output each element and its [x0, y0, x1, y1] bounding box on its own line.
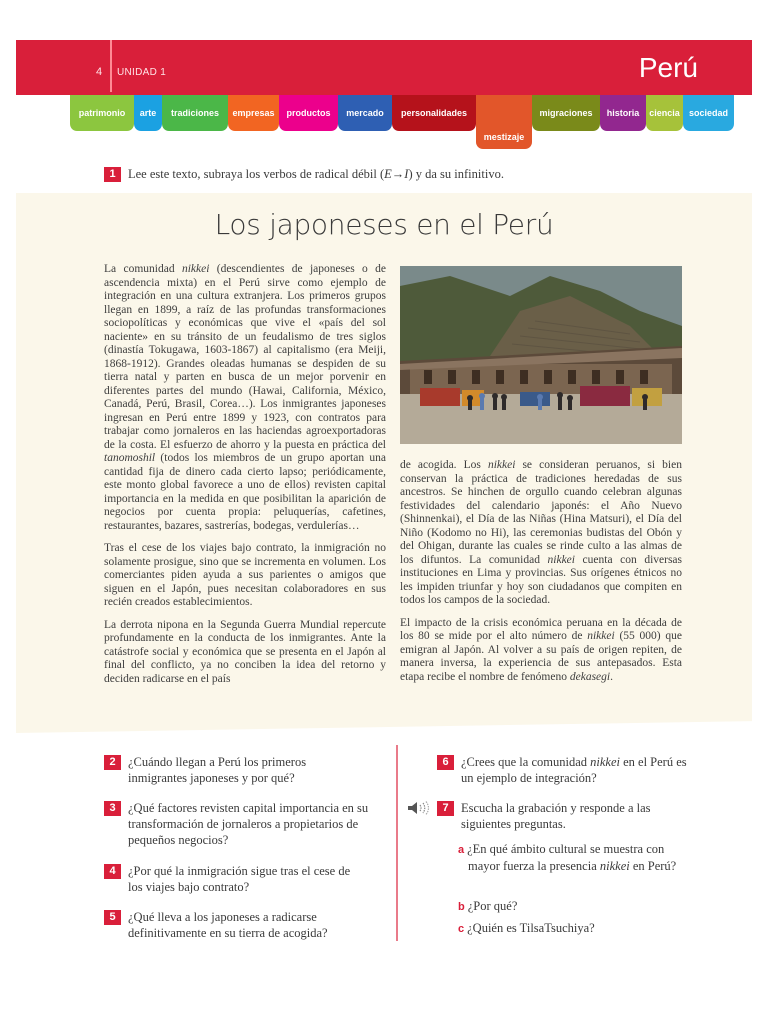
- paragraph: de acogida. Los nikkei se consideran peruanos, si bien conservan la práctica de tradiciones heredadas de sus ancestros. Se hinchen de orgullo cuando celebran algunas festividades del calendario japonés: el Año Nuevo (Shinnenkai), el Día de las Niñas (Hina Matsuri), el Día del Niño (Kodomo no Hi), las ceremonias budistas del Obón y del Ohigan, durante las cuales se rinde culto a las almas de los difuntos. La comunidad nikkei cuenta con diversas instituciones en Lima y provincias. Sus orígenes étnicos no les impiden triunfar y hoy son ciudadanos que compiten en todos los campos de la sociedad.: [400, 459, 683, 606]
- question-2: [104, 754, 364, 786]
- question-text: ¿Qué factores revisten capital importancia en su transformación de jornaleros a propietarios de pequeños negocios?: [128, 801, 369, 847]
- column-divider: [396, 745, 398, 941]
- article-right-column: [400, 459, 682, 693]
- exercise-1: [104, 166, 504, 182]
- paragraph: Tras el cese de los viajes bajo contrato, la inmigración no solamente prosigue, sino que se incrementa en volumen. Los comerciantes piden ayuda a sus parientes o amigos que siguen en el Japón, pues necesitan colaboradores en sus recién creados establecimientos.: [104, 542, 386, 608]
- subquestion-text: ¿Por qué?: [467, 899, 518, 913]
- question-text: Escucha la grabación y responde a las siguientes preguntas.: [461, 801, 651, 831]
- tab-ciencia[interactable]: ciencia: [646, 95, 683, 131]
- exercise-instruction: Lee este texto, subraya los verbos de radical débil (E→I) y da su infinitivo.: [128, 167, 504, 181]
- question-7: [437, 800, 687, 832]
- question-text: ¿Por qué la inmigración sigue tras el cese de los viajes bajo contrato?: [128, 864, 351, 894]
- question-5: [104, 909, 364, 941]
- page-number: 4: [96, 66, 103, 78]
- article-photo: [400, 266, 682, 444]
- article-title: Los japoneses en el Perú: [214, 208, 554, 241]
- question-7b: [458, 898, 688, 915]
- tab-sociedad[interactable]: sociedad: [683, 95, 734, 131]
- tab-tradiciones[interactable]: tradiciones: [162, 95, 228, 131]
- question-number: 2: [104, 755, 121, 770]
- paragraph: El impacto de la crisis económica peruana en la década de los 80 se mide por el alto número de nikkei (55 000) que emigran al Japón. Al volver a su país de origen repiten, de manera inversa, la experiencia de sus antepasados. Esta etapa recibe el nombre de fenómeno dekasegi.: [400, 616, 682, 683]
- tab-mercado[interactable]: mercado: [338, 95, 392, 131]
- tab-patrimonio[interactable]: patrimonio: [70, 95, 134, 131]
- paragraph: La derrota nipona en la Segunda Guerra Mundial repercute profundamente en la conducta de los inmigrantes. Ante la catástrofe social y económica que se presenta en el Japón al final del conflicto, ya no conciben la idea del retorno y deciden radicarse en el país: [104, 618, 386, 685]
- subquestion-letter: b: [458, 901, 465, 913]
- question-number: 6: [437, 755, 454, 770]
- question-number: 5: [104, 910, 121, 925]
- header-divider: [110, 40, 112, 92]
- question-7a: [458, 841, 688, 874]
- exercise-number: 1: [104, 167, 121, 182]
- question-number: 4: [104, 864, 121, 879]
- subquestion-letter: a: [458, 844, 465, 856]
- unit-label: UNIDAD 1: [117, 67, 167, 78]
- subquestion-text: ¿En qué ámbito cultural se muestra con mayor fuerza la presencia nikkei en Perú?: [467, 842, 677, 873]
- question-3: [104, 800, 372, 848]
- tab-mestizaje[interactable]: mestizaje: [476, 95, 532, 149]
- tab-personalidades[interactable]: personalidades: [392, 95, 476, 131]
- paragraph: La comunidad nikkei (descendientes de japoneses o de ascendencia mixta) en el Perú sirve como ejemplo de integración en una cultura extranjera. Los primeros grupos llegan en 1899, a raíz de las profundas transformaciones sociopolíticas y económicas que vive el «país del sol naciente» en su tránsito de un feudalismo de tres siglos (dinastía Tokugawa, 1603-1867) al capitalismo (era Meiji, 1868-1912). Grandes oleadas humanas se despiden de su tierra natal y parten en busca de un mejor porvenir en diferentes partes del mundo (Hawai, California, México, Canadá, Perú, Brasil, Corea…). Los inmigrantes japoneses ingresan en Perú entre 1899 y 1923, con contratos para trabajar como jornaleros en las haciendas agroexportadoras de la costa. El esfuerzo de ahorro y la puesta en práctica del tanomoshil (todos los miembros de un grupo aportan una cantidad fija de dinero cada cierto lapso; periódicamente, este monto global favorece a uno de ellos) revisten capital importancia en la medida en que posibilitan la aparición de negocios por cuenta propia: peluquerías, cafetines, restaurantes, bazares, sastrerías, bodegas, verdulerías…: [104, 263, 387, 532]
- tab-productos[interactable]: productos: [279, 95, 338, 131]
- page-title: Perú: [638, 52, 698, 83]
- tab-arte[interactable]: arte: [134, 95, 162, 131]
- question-7c: [458, 920, 688, 937]
- question-text: ¿Crees que la comunidad nikkei en el Perú es un ejemplo de integración?: [461, 755, 687, 785]
- question-4: [104, 863, 364, 895]
- tab-historia[interactable]: historia: [600, 95, 646, 131]
- question-number: 7: [437, 801, 454, 816]
- subquestion-text: ¿Quién es TilsaTsuchiya?: [467, 921, 595, 935]
- question-6: [437, 754, 687, 786]
- tab-empresas[interactable]: empresas: [228, 95, 279, 131]
- question-number: 3: [104, 801, 121, 816]
- subquestion-letter: c: [458, 923, 465, 935]
- tab-migraciones[interactable]: migraciones: [532, 95, 600, 131]
- question-text: ¿Cuándo llegan a Perú los primeros inmigrantes japoneses y por qué?: [128, 755, 307, 785]
- speaker-icon[interactable]: [407, 801, 431, 815]
- article-left-column: [104, 263, 386, 695]
- question-text: ¿Qué lleva a los japoneses a radicarse definitivamente en su tierra de acogida?: [128, 910, 328, 940]
